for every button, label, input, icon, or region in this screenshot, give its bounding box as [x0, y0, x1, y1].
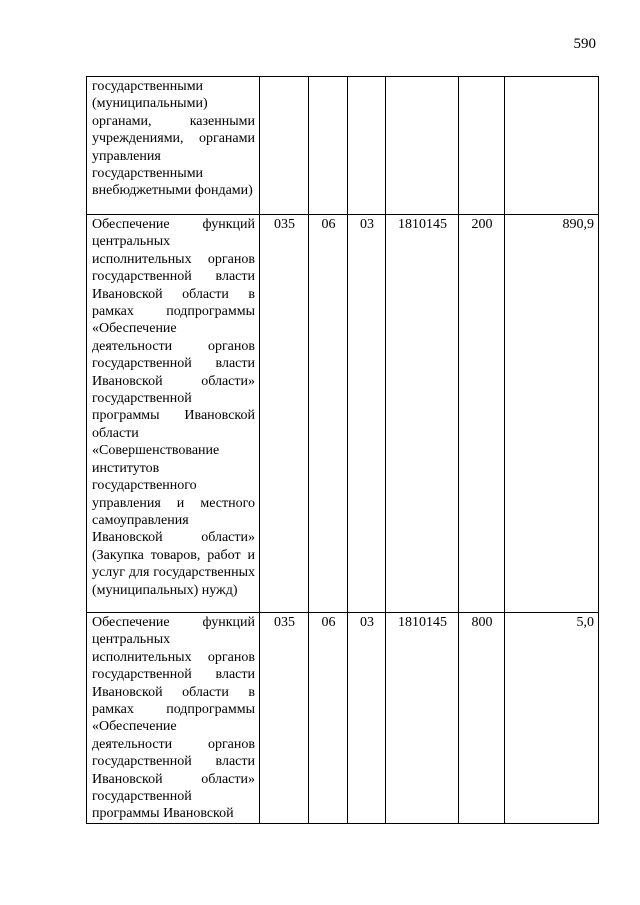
table-row [87, 613, 599, 824]
razdel-code: 06 [309, 215, 348, 613]
table-row [87, 77, 599, 215]
row-description: Обеспечение функций центральных исполнительных органов государственной власти Ивановской области в рамках подпрограммы «Обеспечение деятельности органов государственной власти Ивановской области» государственной программы Ивановской области «Совершенствование институтов государственного управления и местного самоуправления Ивановской области» (Закупка товаров, работ и услуг для государственных (муниципальных) нужд) [87, 215, 260, 613]
podrazdel-code [348, 77, 386, 215]
expense-type-code: 200 [459, 215, 505, 613]
amount: 5,0 [505, 613, 599, 824]
amount: 890,9 [505, 215, 599, 613]
grbs-code: 035 [260, 215, 309, 613]
page-number: 590 [573, 36, 596, 52]
budget-table [86, 76, 599, 824]
podrazdel-code: 03 [348, 613, 386, 824]
razdel-code: 06 [309, 613, 348, 824]
expense-type-code [459, 77, 505, 215]
target-article-code: 1810145 [386, 215, 459, 613]
target-article-code [386, 77, 459, 215]
target-article-code: 1810145 [386, 613, 459, 824]
table-row [87, 215, 599, 613]
row-description: Обеспечение функций центральных исполнительных органов государственной власти Ивановской области в рамках подпрограммы «Обеспечение деятельности органов государственной власти Ивановской области» государственной программы Ивановской [87, 613, 260, 824]
grbs-code [260, 77, 309, 215]
expense-type-code: 800 [459, 613, 505, 824]
row-description: государственными (муниципальными) органами, казенными учреждениями, органами управления государственными внебюджетными фондами) [87, 77, 260, 215]
amount [505, 77, 599, 215]
grbs-code: 035 [260, 613, 309, 824]
podrazdel-code: 03 [348, 215, 386, 613]
razdel-code [309, 77, 348, 215]
